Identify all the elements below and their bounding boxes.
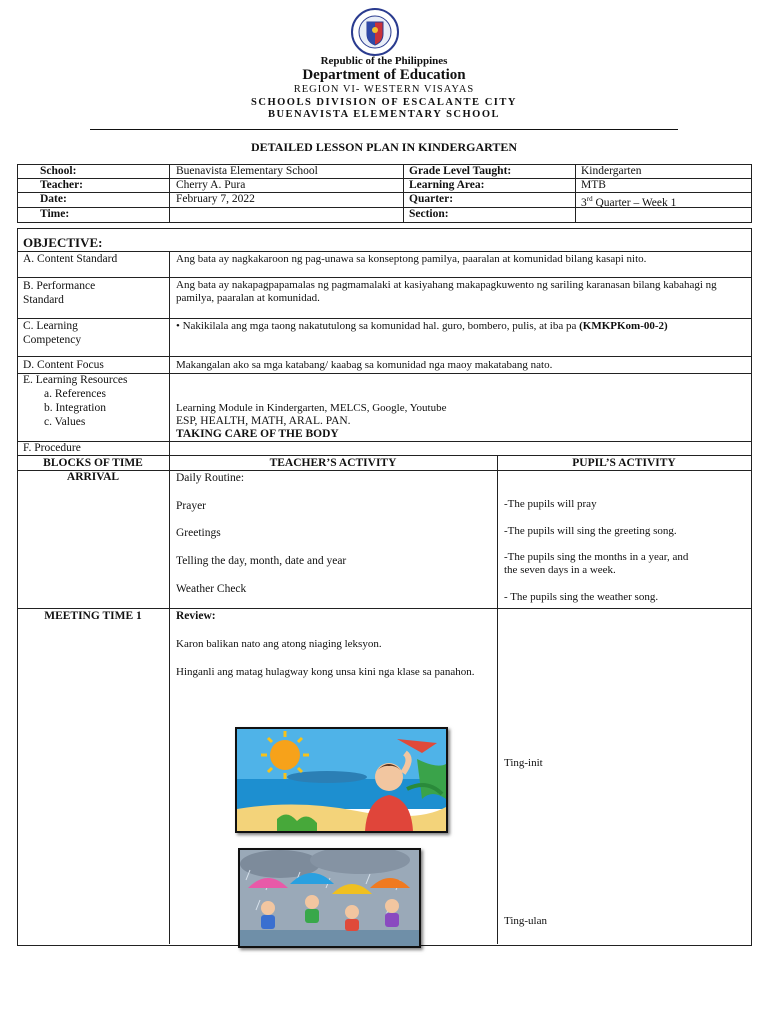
- date-label: Date:: [40, 193, 67, 205]
- rainy-weather-image: [238, 848, 421, 948]
- review-line-2: Hinganli ang matag hulagway kong unsa kini nga klase sa panahon.: [176, 666, 475, 678]
- school-label: School:: [40, 165, 77, 177]
- meeting-time-label: MEETING TIME 1: [44, 610, 142, 622]
- pupil-months-text: -The pupils sing the months in a year, and: [504, 551, 689, 563]
- greetings-text: Greetings: [176, 527, 221, 539]
- telling-day-text: Telling the day, month, date and year: [176, 555, 347, 567]
- school-line: BUENAVISTA ELEMENTARY SCHOOL: [267, 109, 501, 120]
- review-line-1: Karon balikan nato ang atong niaging leksyon.: [176, 638, 382, 650]
- teacher-label: Teacher:: [40, 179, 84, 191]
- prayer-text: Prayer: [176, 500, 207, 512]
- grade-value: Kindergarten: [581, 165, 642, 177]
- procedure-label: F. Procedure: [23, 442, 81, 454]
- review-label: Review:: [176, 610, 216, 622]
- performance-standard-text: Ang bata ay nakapagpapamalas ng pagmamalaki at kasiyahang makapagkuwento ng sariling karanasan bilang kabahagi ng pamilya, paaralan at komunidad.: [176, 279, 717, 304]
- department-name: Department of Education: [302, 67, 466, 83]
- time-label: Time:: [40, 208, 70, 220]
- deped-seal-logo: [345, 8, 405, 56]
- answer-sunny: Ting-init: [504, 757, 543, 769]
- pupil-weather-text: - The pupils sing the weather song.: [504, 591, 659, 603]
- pupil-activity-header: PUPIL’S ACTIVITY: [572, 457, 676, 469]
- arrival-label: ARRIVAL: [66, 471, 120, 483]
- pupil-greeting-text: -The pupils will sing the greeting song.: [504, 525, 677, 537]
- school-value: Buenavista Elementary School: [176, 165, 318, 177]
- republic-line: Republic of the Philippines: [320, 55, 448, 67]
- learning-competency-label-1: C. Learning: [23, 320, 78, 332]
- references-text: Learning Module in Kindergarten, MELCS, Google, Youtube: [176, 402, 447, 414]
- content-focus-text: Makangalan ako sa mga katabang/ kaabag sa komunidad nga maoy makatabang nato.: [176, 359, 553, 371]
- learning-resources-label: E. Learning Resources: [23, 374, 128, 386]
- teacher-value: Cherry A. Pura: [176, 179, 246, 191]
- objective-heading: OBJECTIVE:: [23, 235, 103, 250]
- performance-standard-label-1: B. Performance: [23, 280, 96, 292]
- division-line: SCHOOLS DIVISION OF ESCALANTE CITY: [251, 97, 517, 108]
- learning-area-value: MTB: [581, 179, 606, 191]
- pupil-days-text: the seven days in a week.: [504, 564, 616, 576]
- values-text: TAKING CARE OF THE BODY: [176, 428, 339, 440]
- grade-label: Grade Level Taught:: [409, 165, 512, 177]
- learning-competency-label-2: Competency: [23, 334, 82, 346]
- quarter-value: 3rd Quarter – Week 1: [581, 195, 677, 209]
- values-label: c. Values: [44, 416, 86, 428]
- section-label: Section:: [409, 208, 449, 220]
- integration-label: b. Integration: [44, 402, 106, 414]
- blocks-of-time-header: BLOCKS OF TIME: [43, 457, 143, 469]
- answer-rainy: Ting-ulan: [504, 915, 547, 927]
- learning-competency-text: • Nakikilala ang mga taong nakatutulong sa komunidad hal. guro, bombero, pulis, at iba pa (KMKPKom-00-2): [176, 320, 668, 332]
- content-standard-text: Ang bata ay nagkakaroon ng pag-unawa sa konseptong pamilya, paaralan at komunidad bilang kasapi nito.: [176, 253, 647, 265]
- content-standard-label: A. Content Standard: [23, 253, 118, 265]
- weather-check-text: Weather Check: [176, 583, 247, 595]
- pupil-pray-text: -The pupils will pray: [504, 498, 597, 510]
- sunny-weather-image: [235, 727, 448, 833]
- quarter-label: Quarter:: [409, 193, 454, 205]
- teacher-activity-header: TEACHER’S ACTIVITY: [269, 457, 397, 469]
- header-divider: [90, 129, 678, 130]
- performance-standard-label-2: Standard: [23, 294, 64, 306]
- learning-area-label: Learning Area:: [409, 179, 485, 191]
- lesson-table: [17, 228, 752, 946]
- document-title: DETAILED LESSON PLAN IN KINDERGARTEN: [250, 140, 518, 154]
- date-value: February 7, 2022: [176, 193, 255, 205]
- integration-text: ESP, HEALTH, MATH, ARAL. PAN.: [176, 415, 351, 427]
- content-focus-label: D. Content Focus: [23, 359, 104, 371]
- references-label: a. References: [44, 388, 106, 400]
- daily-routine-text: Daily Routine:: [176, 472, 245, 484]
- region-line: REGION VI- WESTERN VISAYAS: [293, 84, 475, 95]
